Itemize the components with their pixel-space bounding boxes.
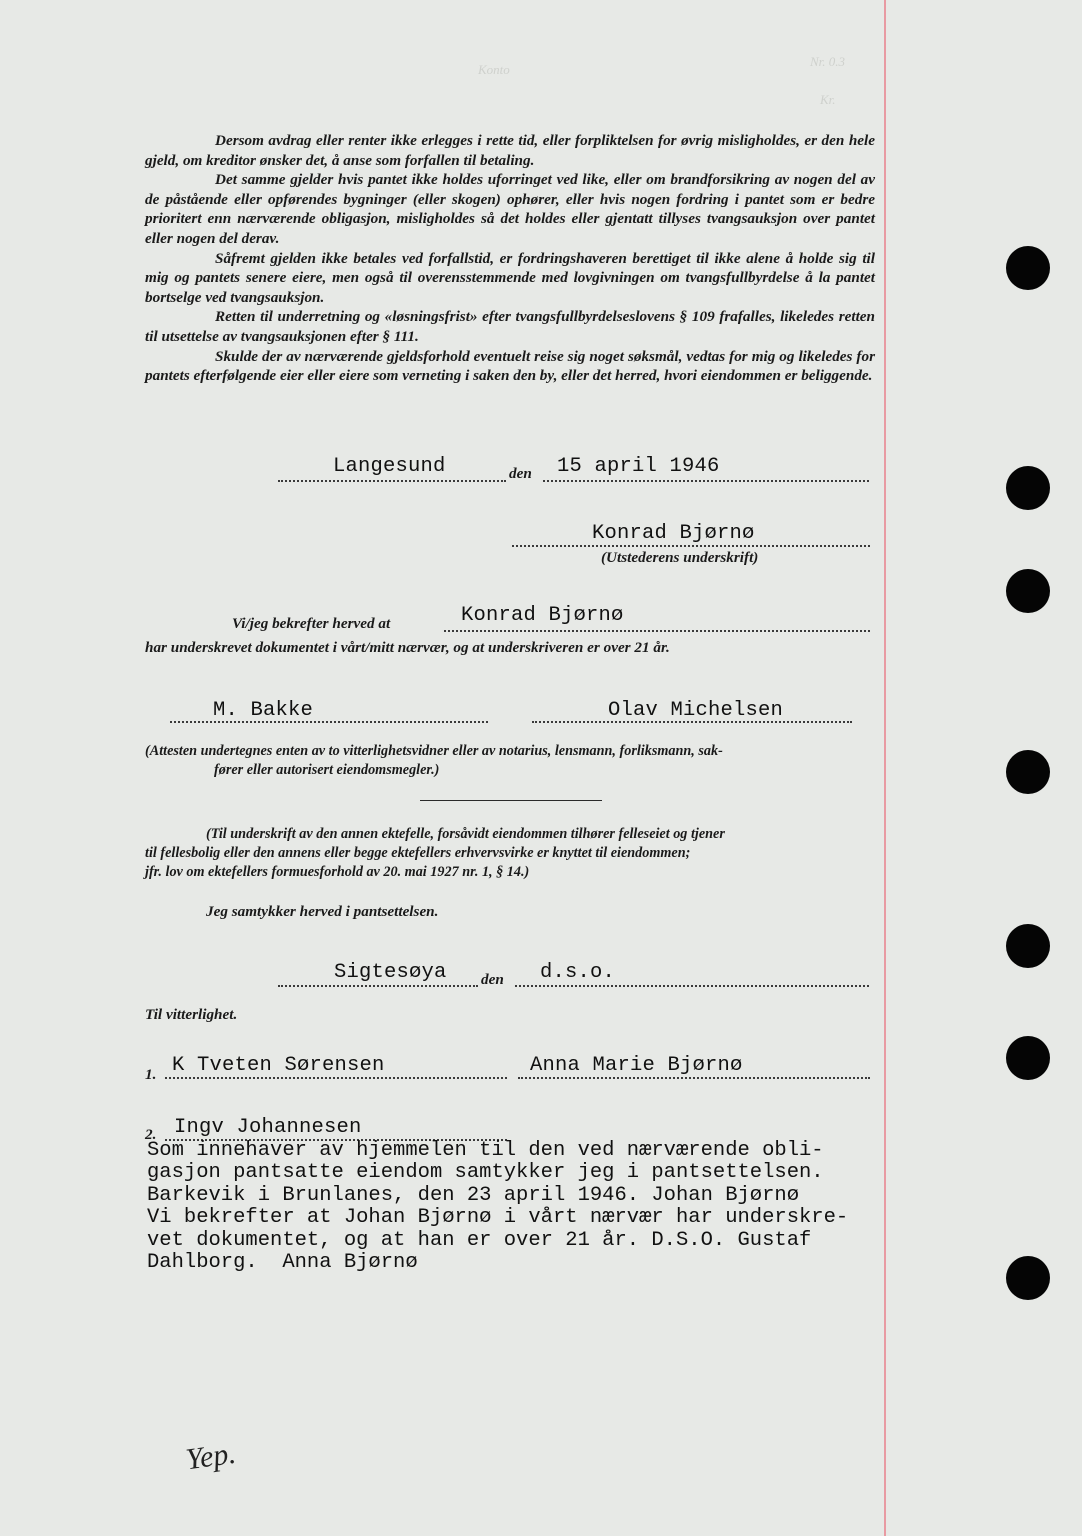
witness-statement: har underskrevet dokumentet i vårt/mitt nærvær, og at underskriveren er over 21 år.	[145, 639, 670, 656]
attested-name: Konrad Bjørnø	[461, 604, 624, 627]
binder-hole	[1006, 924, 1050, 968]
header-faint-konto: Konto	[478, 62, 510, 77]
attested-name-line	[444, 630, 870, 632]
issue-place-line	[278, 480, 506, 482]
witness-heading: Til vitterlighet.	[145, 1006, 238, 1023]
binder-hole	[1006, 1256, 1050, 1300]
spouse-witness-2: Ingv Johannesen	[174, 1116, 362, 1139]
spouse-signature: Anna Marie Bjørnø	[530, 1054, 743, 1077]
spouse-place-line	[278, 985, 478, 987]
witness-1-signature: M. Bakke	[213, 699, 314, 722]
witness-1-line	[170, 721, 488, 723]
spouse-date: d.s.o.	[540, 961, 616, 984]
clause-redemption: Retten til underretning og «løsningsfrist» efter tvangsfullbyrdelseslovens § 109 frafalles, likeledes retten til utsettelse av tvangsauksjonen efter § 111.	[145, 308, 875, 345]
addendum-line: Vi bekrefter at Johan Bjørnø i vårt nærvær har underskre-	[147, 1206, 849, 1230]
spouse-consent: Jeg samtykker herved i pantsettelsen.	[206, 903, 439, 920]
spouse-signature-line	[518, 1077, 870, 1079]
issuer-signature-line	[512, 545, 870, 547]
spouse-den-label: den	[481, 971, 504, 988]
witness-2-signature: Olav Michelsen	[608, 699, 784, 722]
addendum-line: Som innehaver av hjemmelen til den ved nærværende obli-	[147, 1139, 824, 1162]
binder-hole	[1006, 1036, 1050, 1080]
clause-venue: Skulde der av nærværende gjeldsforhold eventuelt reise sig noget søksmål, vedtas for mig og likeledes for pantets efterfølgende eier eller eiere som verneting i saken den by, eller det herred, hvori eiendommen er beliggende.	[145, 347, 875, 385]
witness-num-1: 1.	[145, 1066, 157, 1083]
witness-note-line1: (Attesten undertegnes enten av to vitterlighetsvidner eller av notarius, lensmann, forliksmann, sak-	[145, 743, 723, 759]
issuer-signature: Konrad Bjørnø	[592, 522, 755, 545]
typed-addendum	[147, 1140, 907, 1274]
clause-maintenance: Det samme gjelder hvis pantet ikke holdes uforringet ved like, eller om brandforsikring av nogen del av de påstående eller opførendes bygninger (eller skogen) ophører, eller hvis nogen fordring i pantet som er bedre prioritert enn nærværende obligasjon, misligholdes så det holdes eller gjentatt tillyses tvangsauksjon over pantet eller nogen del derav.	[145, 171, 875, 247]
addendum-line: gasjon pantsatte eiendom samtykker jeg i pantsettelsen.	[147, 1161, 824, 1185]
binder-hole	[1006, 466, 1050, 510]
witness-note-line2: fører eller autorisert eiendomsmegler.)	[214, 762, 440, 778]
binder-hole	[1006, 750, 1050, 794]
spouse-note-line2: til fellesbolig eller den annens eller begge ektefellers erhvervsvirke er knyttet til eiendommen;	[145, 845, 691, 861]
witness-num-2: 2.	[145, 1126, 157, 1143]
binder-hole	[1006, 569, 1050, 613]
witness-prefix: Vi/jeg bekrefter herved at	[232, 615, 391, 632]
spouse-date-line	[515, 985, 869, 987]
handwritten-initials: Yep.	[183, 1436, 238, 1477]
header-faint-kr: Kr.	[820, 92, 836, 107]
binder-hole	[1006, 246, 1050, 290]
header-faint-nr: Nr. 0.3	[810, 54, 846, 69]
issue-place: Langesund	[333, 455, 446, 478]
issuer-signature-caption: (Utstederens underskrift)	[601, 549, 759, 566]
spouse-note-line3: jfr. lov om ektefellers formuesforhold av 20. mai 1927 nr. 1, § 14.)	[145, 864, 530, 880]
witness-2-line	[532, 721, 852, 723]
spouse-place: Sigtesøya	[334, 961, 447, 984]
addendum-line: Barkevik i Brunlanes, den 23 april 1946. Johan Bjørnø	[147, 1183, 800, 1207]
addendum-line: Dahlborg. Anna Bjørnø	[147, 1251, 418, 1275]
issue-date: 15 april 1946	[557, 455, 720, 478]
clause-enforcement: Såfremt gjelden ikke betales ved forfallstid, er fordringshaveren berettiget til ikke alene å holde sig til mig og pantets senere eiere, men også til overensstemmende med lovgivningen om tvangsfullbyrdelse å la pantet bortselge ved tvangsauksjon.	[145, 249, 875, 306]
issue-date-line	[543, 480, 869, 482]
spouse-witness-1: K Tveten Sørensen	[172, 1054, 385, 1077]
legal-clauses	[145, 131, 875, 386]
clause-default: Dersom avdrag eller renter ikke erlegges i rette tid, eller forpliktelsen for øvrig misligholdes, er den hele gjeld, om kreditor ønsker det, å anse som forfallen til betaling.	[145, 132, 875, 169]
spouse-witness-1-line	[165, 1077, 507, 1079]
spouse-note-line1: (Til underskrift av den annen ektefelle, forsåvidt eiendommen tilhører felleseiet og tjener	[206, 826, 725, 842]
addendum-line: vet dokumentet, og at han er over 21 år. D.S.O. Gustaf	[147, 1228, 812, 1252]
red-margin-line	[884, 0, 886, 1536]
issue-den-label: den	[509, 465, 532, 482]
section-divider	[420, 800, 602, 801]
